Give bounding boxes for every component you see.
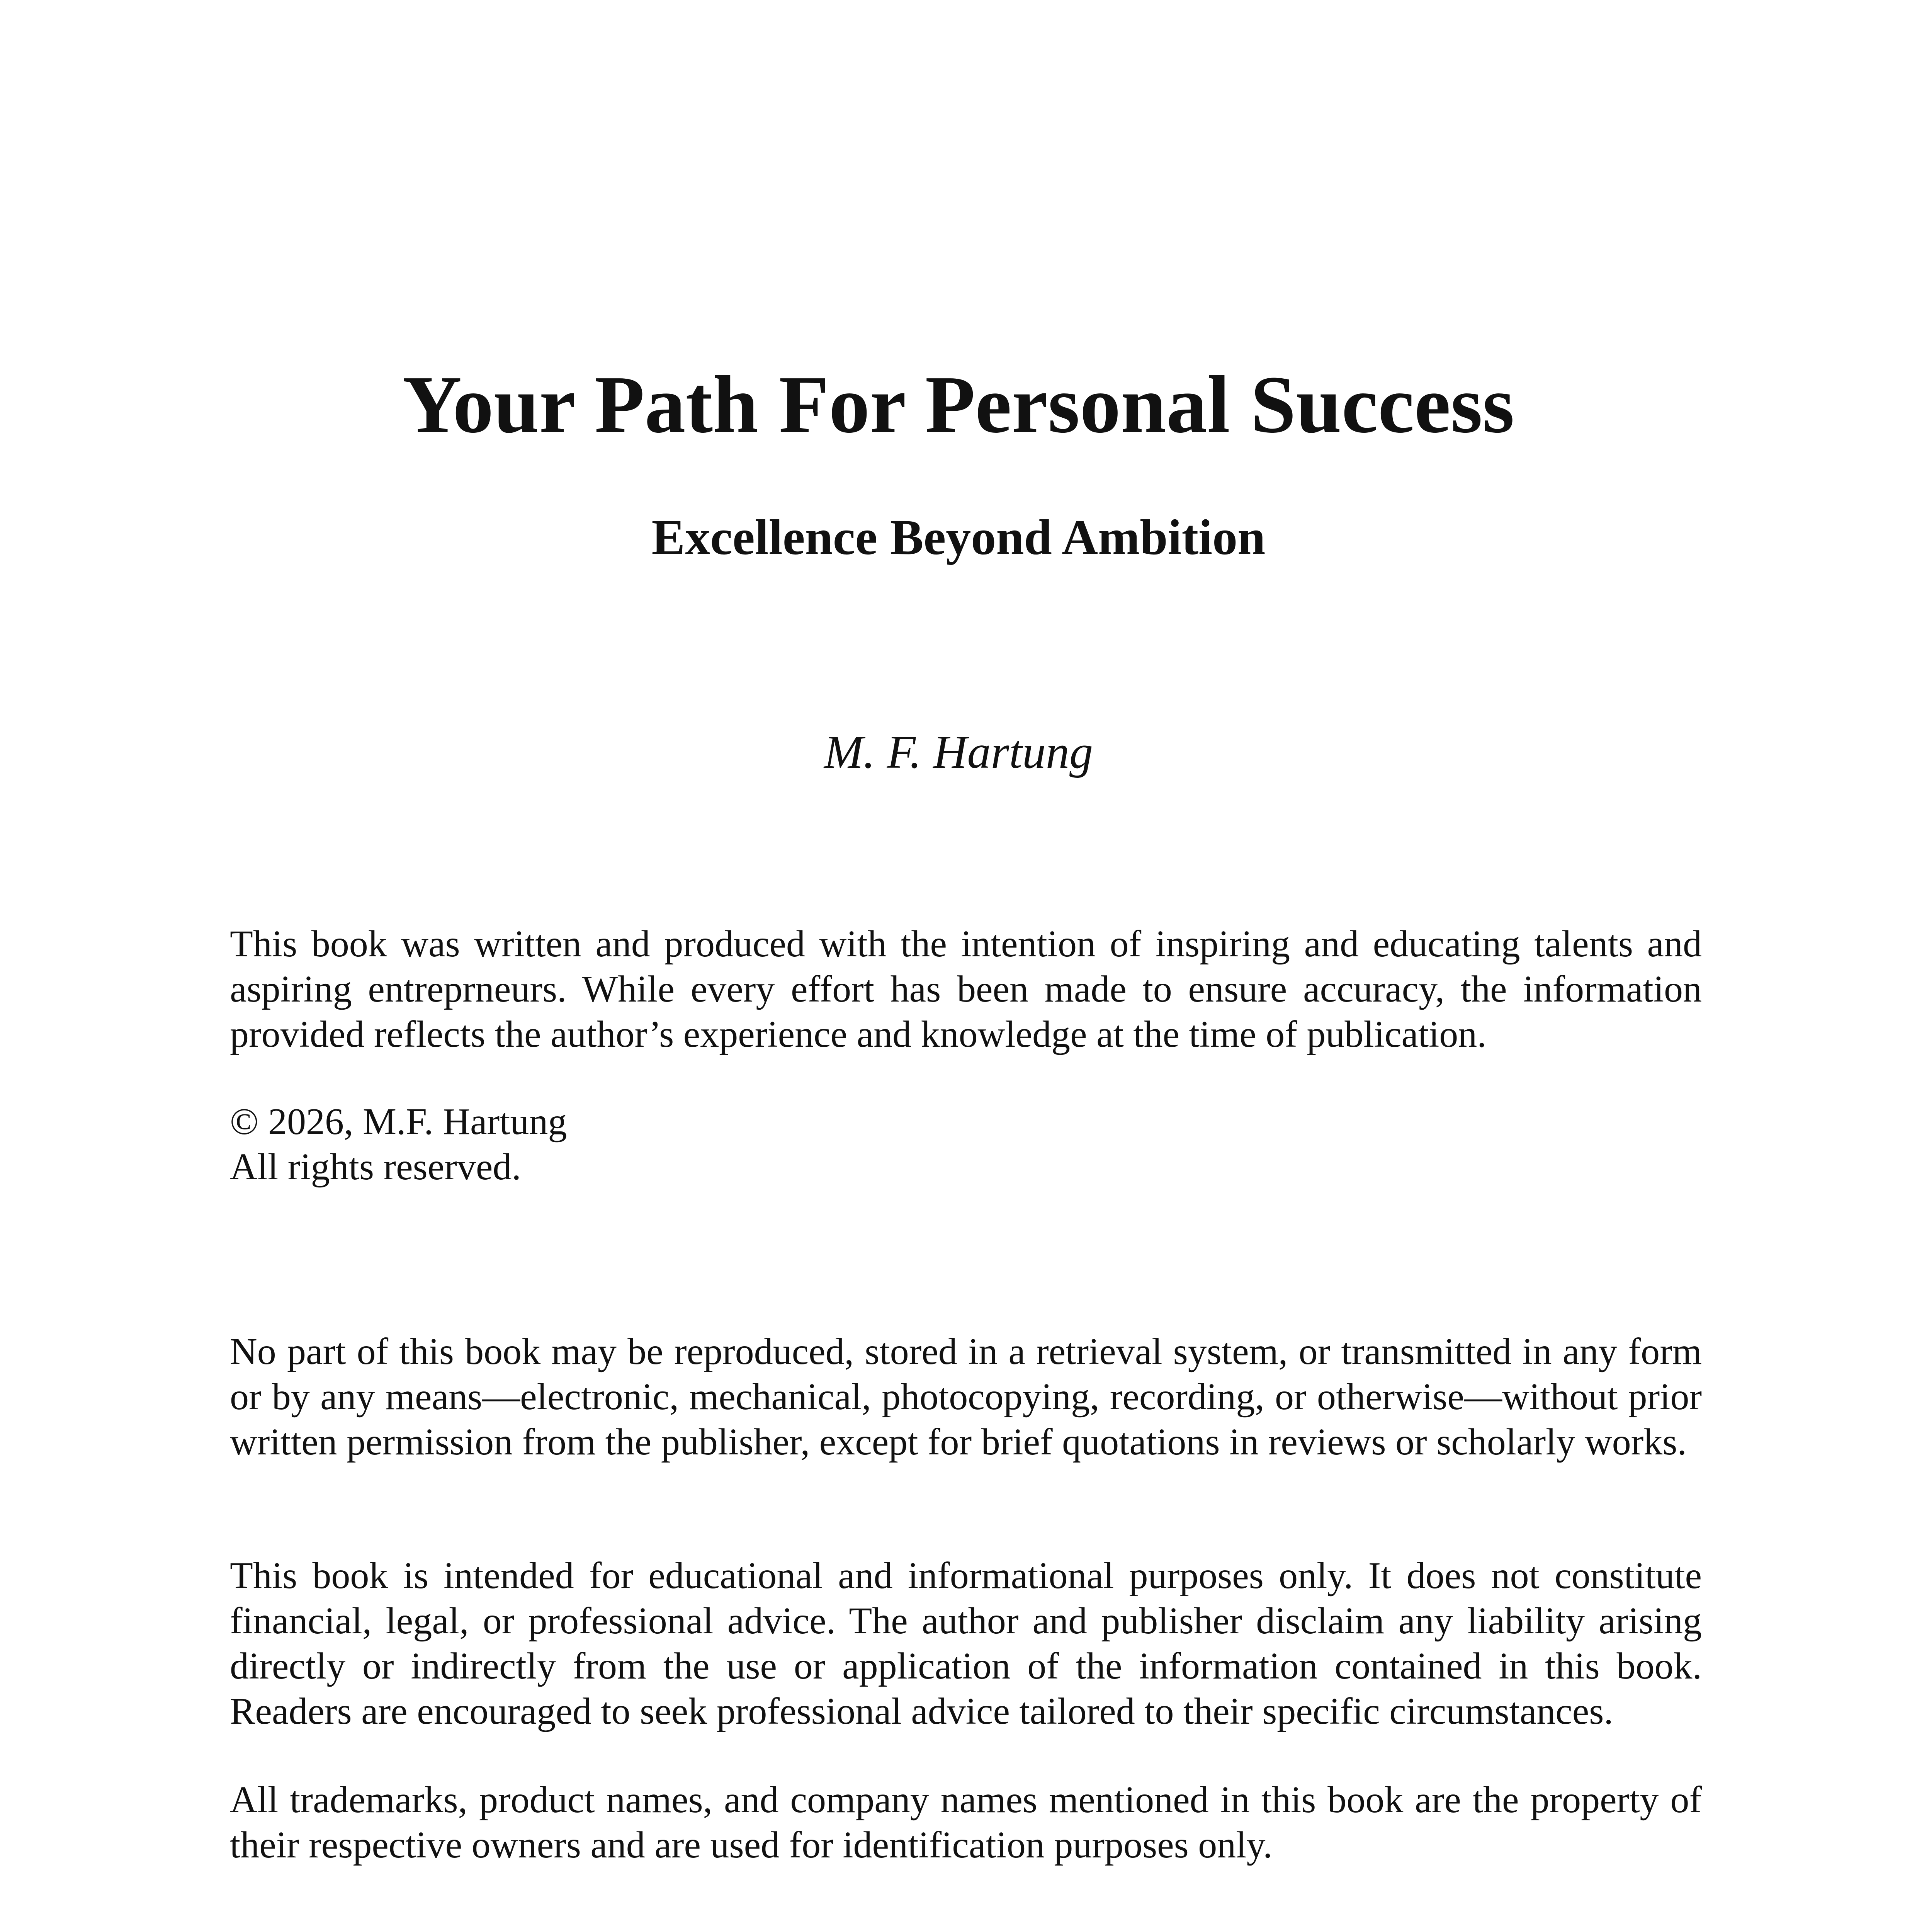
book-subtitle: Excellence Beyond Ambition — [651, 510, 1266, 565]
copyright-block — [230, 1099, 1702, 1190]
disclaimer-paragraph: This book is intended for educational and informational purposes only. It does not constitute financial, legal, or professional advice. The author and publisher disclaim any liability arising directly or indirectly from the use or application of the information contained in this book. Readers are encouraged to seek professional advice tailored to their specific circumstances. — [230, 1555, 1702, 1732]
trademarks-paragraph: All trademarks, product names, and company names mentioned in this book are the property of their respective owners and are used for identification purposes only. — [230, 1779, 1702, 1866]
rights-line: All rights reserved. — [230, 1146, 521, 1188]
author-name: M. F. Hartung — [824, 726, 1093, 778]
intro-paragraph: This book was written and produced with the intention of inspiring and educating talents and aspiring entreprneurs. While every effort has been made to ensure accuracy, the information provided reflects the author’s experience and knowledge at the time of publication. — [230, 923, 1702, 1055]
book-title: Your Path For Personal Success — [403, 359, 1514, 450]
copyright-line: © 2026, M.F. Hartung — [230, 1101, 567, 1143]
reproduction-notice: No part of this book may be reproduced, stored in a retrieval system, or transmitted in any form or by any means—electronic, mechanical, photocopying, recording, or otherwise—without prior written permission from the publisher, except for brief quotations in reviews or scholarly works. — [230, 1331, 1702, 1463]
